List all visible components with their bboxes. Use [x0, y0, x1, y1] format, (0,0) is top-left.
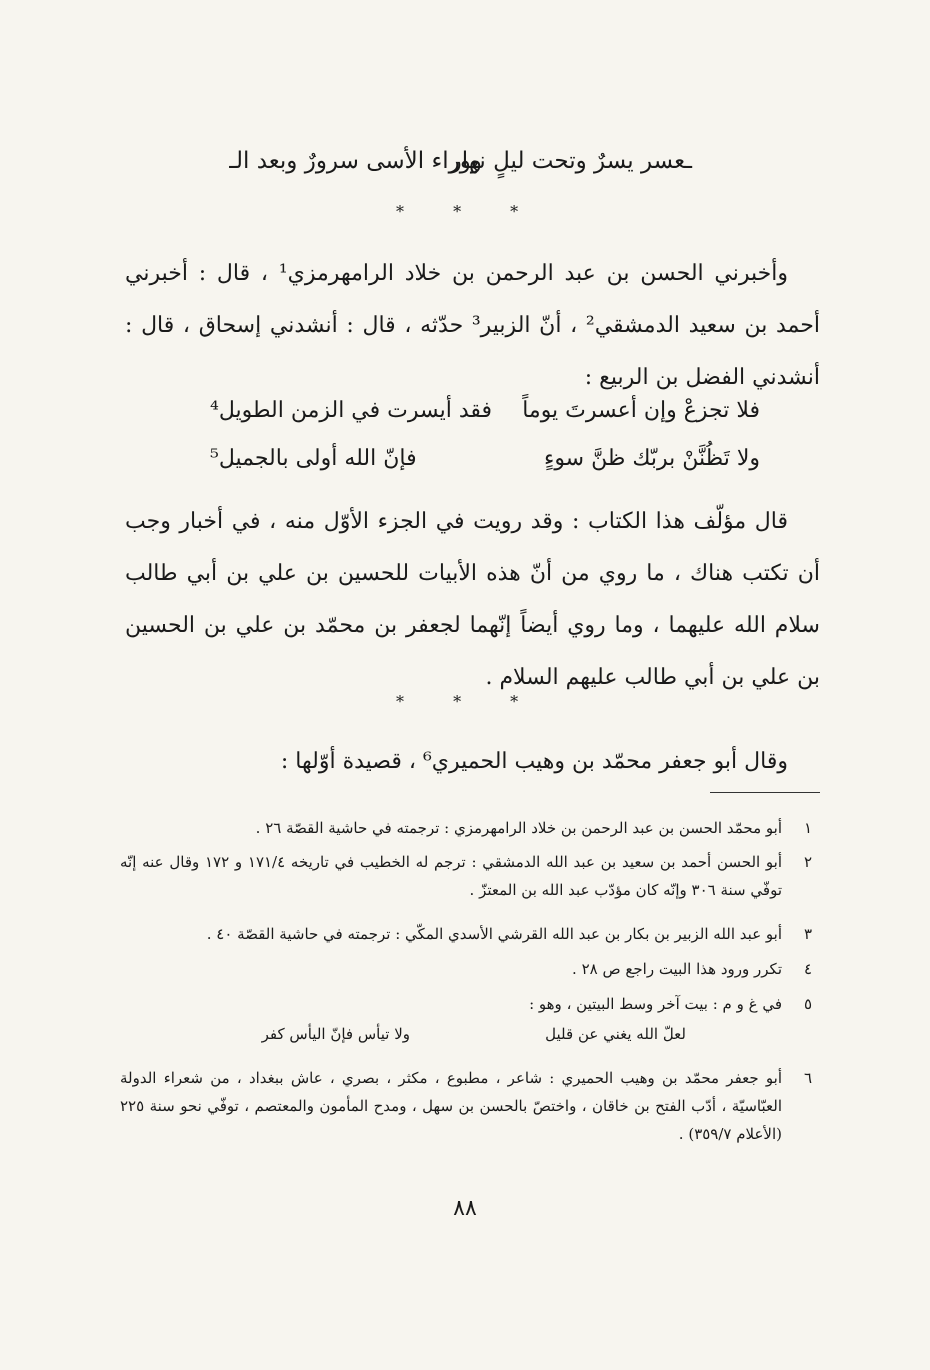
paragraph-author-note [125, 496, 820, 704]
paragraph-text: وقال أبو جعفر محمّد بن وهيب الحميري⁶ ، قصيدة أوّلها : [280, 749, 788, 774]
poem-right-hemistich: فلا تجزعْ وإن أعسرتَ يوماً [522, 398, 760, 423]
footnote-verse-left-hemistich: لعلّ الله يغني عن قليل [545, 1025, 686, 1043]
section-separator: * * * [396, 692, 541, 711]
paragraph-text: قال مؤلّف هذا الكتاب : وقد رويت في الجزء الأوّل منه ، في أخبار وجب أن تكتب هناك ، ما روي من أنّ هذه الأبيات للحسين بن علي بن أبي طالب سلام الله عليهما ، وما روي أيضاً إنّهما لجعفر بن محمّد بن علي بن الحسين بن علي بن أبي طالب عليهم السلام . [125, 509, 820, 690]
footnote-number: ٥ [803, 995, 813, 1013]
paragraph-isnad [125, 248, 820, 404]
poem-right-hemistich: ولا تَظُنَّنْ بربّك ظنَّ سوءٍ [543, 446, 760, 471]
footnote [120, 814, 820, 842]
poem-line [210, 398, 760, 432]
footnote-number: ٢ [803, 853, 813, 871]
footnote-text: أبو الحسن أحمد بن سعيد بن عبد الله الدمشقي : ترجم له الخطيب في تاريخه ١٧١/٤ و ١٧٢ وقال عنه إنّه توفّي سنة ٣٠٦ وإنّه كان مؤدّب عبد الله بن المعتزّ . [120, 853, 783, 899]
page-number: ٨٨ [453, 1196, 477, 1221]
footnote-number: ١ [803, 819, 813, 837]
footnote-verse-right-hemistich: ولا تيأس فإنّ اليأس كفر [261, 1025, 410, 1043]
footnote [120, 1064, 820, 1148]
paragraph-poem-intro [125, 736, 820, 788]
footnote [120, 848, 820, 904]
footnote-text: أبو عبد الله الزبير بن بكار بن عبد الله القرشي الأسدي المكّي : ترجمته في حاشية القصّة ٤٠ . [206, 925, 782, 943]
footnote-number: ٣ [803, 925, 813, 943]
footnote-number: ٦ [803, 1069, 813, 1087]
opening-verse-left-hemistich: ـعسر يسرٌ وتحت ليلٍ نهار [450, 148, 692, 174]
opening-verse-right-hemistich: ووراء الأسى سرورٌ وبعد الـ [229, 148, 482, 174]
footnote-text: أبو جعفر محمّد بن وهيب الحميري : شاعر ، مطبوع ، مكثر ، بصري ، عاش ببغداد ، من شعراء الدولة العبّاسيّة ، أدّب الفتح بن خاقان ، واختصّ بالحسن بن سهل ، ومدح المأمون والمعتصم ، توفّي نحو سنة ٢٢٥ (الأعلام ٣٥٩/٧) . [120, 1069, 782, 1143]
poem-left-hemistich: فإنّ الله أولى بالجميل⁵ [210, 446, 417, 471]
poem-line [210, 446, 760, 480]
footnote-divider [710, 792, 820, 793]
footnote-text: أبو محمّد الحسن بن عبد الرحمن بن خلاد الرامهرمزي : ترجمته في حاشية القصّة ٢٦ . [255, 819, 782, 837]
footnote [120, 920, 820, 948]
poem-left-hemistich: فقد أيسرت في الزمن الطويل⁴ [210, 398, 493, 423]
section-separator: * * * [396, 202, 541, 221]
paragraph-text: وأخبرني الحسن بن عبد الرحمن بن خلاد الرامهرمزي¹ ، قال : أخبرني أحمد بن سعيد الدمشقي² ، أنّ الزبير³ حدّثه ، قال : أنشدني إسحاق ، قال : أنشدني الفضل بن الربيع : [125, 261, 820, 390]
footnote-text: في غ و م : بيت آخر وسط البيتين ، وهو : [529, 995, 782, 1013]
footnote-text: تكرر ورود هذا البيت راجع ص ٢٨ . [572, 960, 782, 978]
footnote-number: ٤ [803, 960, 813, 978]
footnote [120, 955, 820, 983]
footnote [120, 990, 820, 1018]
